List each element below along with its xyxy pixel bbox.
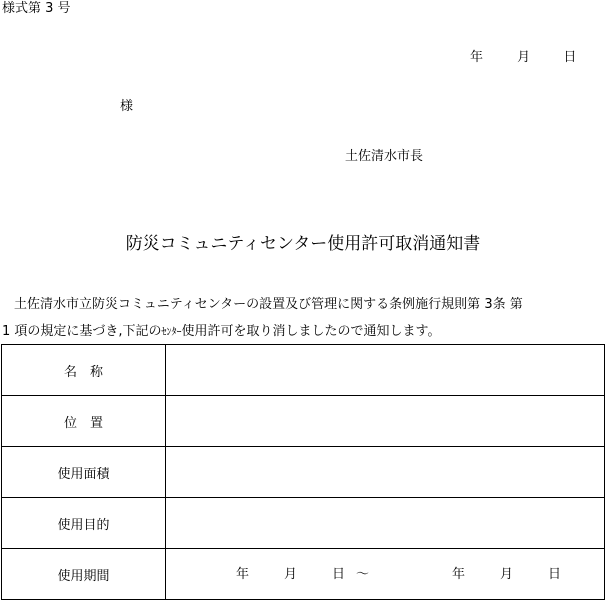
form-number: 様式第 3 号 [2,1,71,16]
period-start-day: 日 [332,567,346,582]
period-range [166,549,604,599]
addressee: 様 [120,99,134,114]
period-separator: ～ [356,567,370,582]
row-label-purpose: 使用目的 [2,498,166,549]
date-day: 日 [563,50,577,65]
table-row [2,345,605,396]
date-line [470,51,576,64]
period-end-day: 日 [548,567,562,582]
table-row [2,549,605,600]
body-text-line-2 [2,325,441,338]
date-year: 年 [470,50,484,65]
issuer: 土佐清水市長 [345,149,424,164]
date-month: 月 [517,50,531,65]
row-value-purpose[interactable] [166,498,605,549]
row-label-area: 使用面積 [2,447,166,498]
row-value-area[interactable] [166,447,605,498]
body-text-line-2-b: 使用許可を取り消しましたので通知します。 [181,324,441,339]
table-row [2,498,605,549]
table-row [2,396,605,447]
body-text-line-1: 土佐清水市立防災コミュニティセンターの設置及び管理に関する条例施行規則第 3条 第 [14,297,523,312]
document-title: 防災コミュニティセンター使用許可取消通知書 [125,234,481,254]
table-row [2,447,605,498]
row-value-period[interactable] [166,549,605,600]
period-end-year: 年 [452,567,466,582]
body-text-line-2-center: ｾﾝﾀｰ [161,327,182,338]
row-label-name: 名 称 [2,345,166,396]
row-value-name[interactable] [166,345,605,396]
row-value-location[interactable] [166,396,605,447]
row-label-period: 使用期間 [2,549,166,600]
row-label-location: 位 置 [2,396,166,447]
body-text-line-2-a: 1 項の規定に基づき,下記の [2,324,162,339]
period-start-month: 月 [284,567,298,582]
info-table [1,344,605,600]
period-start-year: 年 [236,567,250,582]
period-end-month: 月 [500,567,514,582]
